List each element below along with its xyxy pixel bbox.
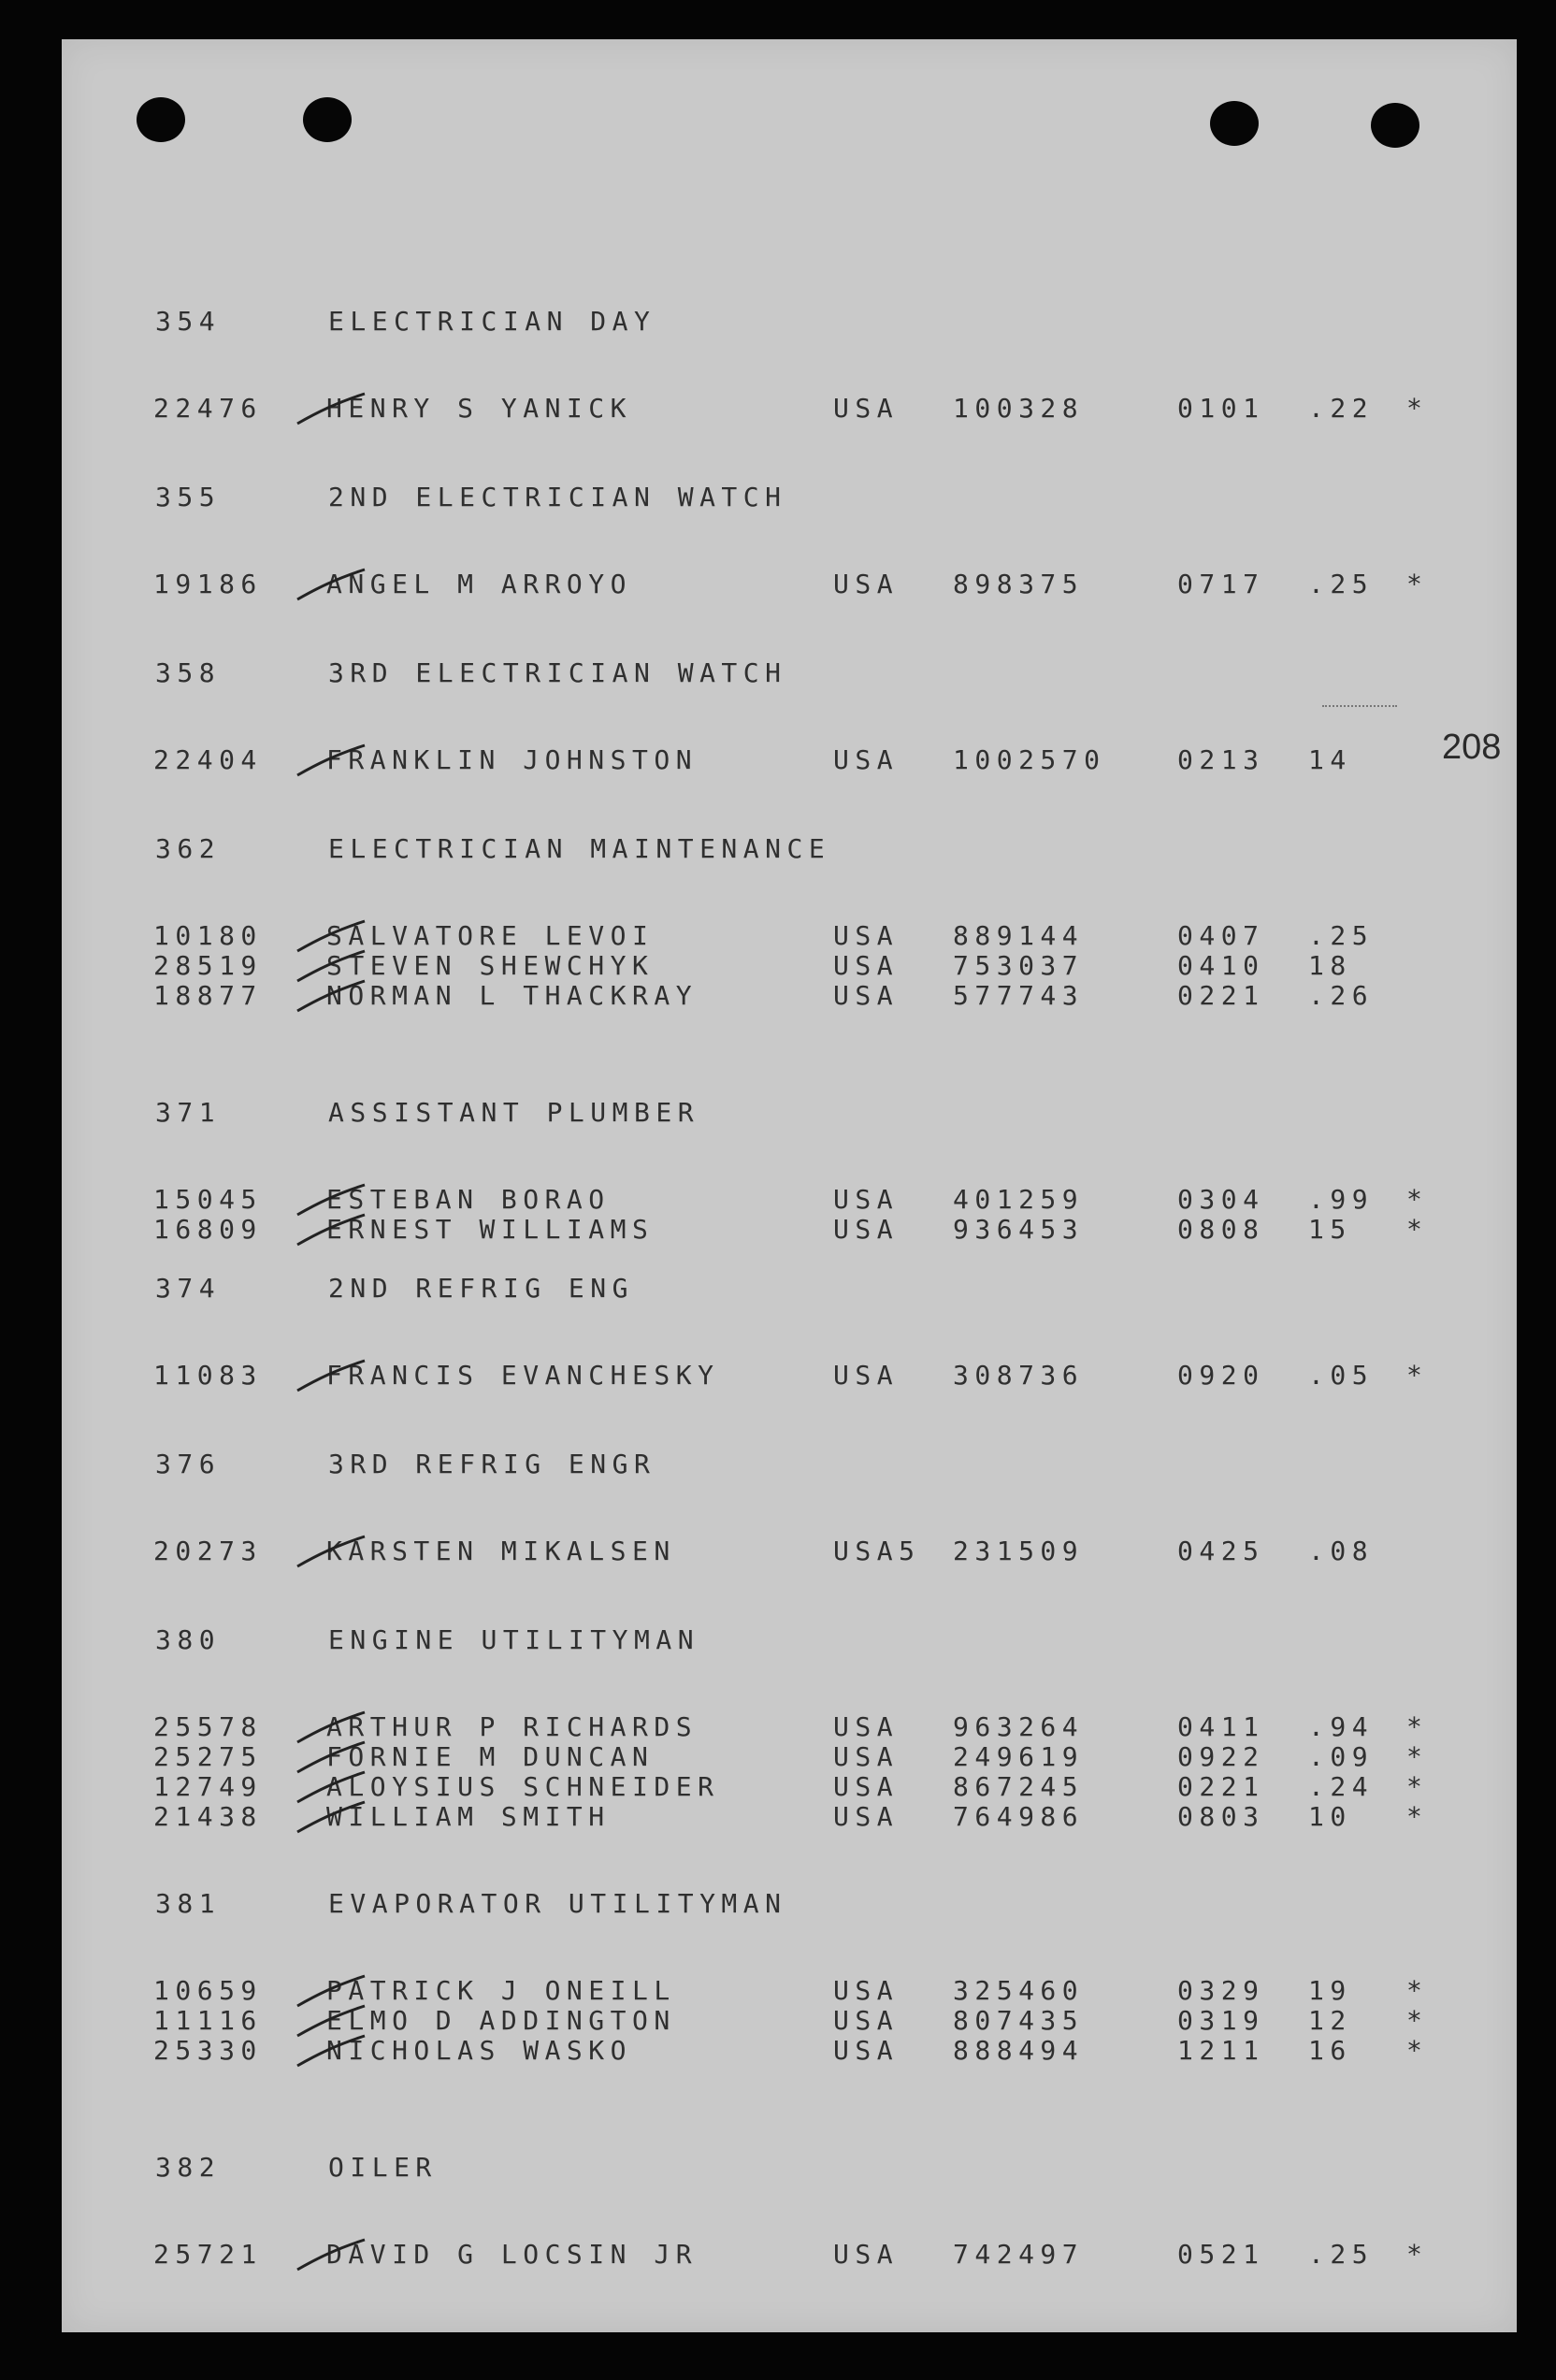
- handwritten-page-number: 208: [1442, 728, 1502, 767]
- employee-id: 10180: [153, 920, 263, 951]
- rate-value: 16: [1308, 2035, 1352, 2066]
- employee-id: 16809: [153, 1214, 263, 1245]
- date-code: 0213: [1177, 744, 1265, 775]
- citizenship: USA: [833, 393, 900, 424]
- rate-value: .08: [1308, 1536, 1375, 1566]
- date-code: 0221: [1177, 980, 1265, 1011]
- employee-id: 25330: [153, 2035, 263, 2066]
- punch-hole-icon: [303, 97, 352, 142]
- crew-name: ARTHUR P RICHARDS: [326, 1711, 699, 1742]
- date-code: 0803: [1177, 1801, 1265, 1832]
- section-title: EVAPORATOR UTILITYMAN: [328, 1888, 787, 1919]
- rate-value: .26: [1308, 980, 1375, 1011]
- date-code: 0410: [1177, 950, 1265, 981]
- document-number: 1002570: [953, 744, 1106, 775]
- citizenship: USA: [833, 569, 900, 599]
- asterisk-mark: *: [1406, 2035, 1429, 2066]
- asterisk-mark: *: [1406, 1801, 1429, 1832]
- document-number: 577743: [953, 980, 1085, 1011]
- citizenship: USA: [833, 1741, 900, 1772]
- employee-id: 20273: [153, 1536, 263, 1566]
- rate-value: 18: [1308, 950, 1352, 981]
- citizenship: USA: [833, 980, 900, 1011]
- date-code: 0304: [1177, 1184, 1265, 1215]
- document-number: 308736: [953, 1360, 1085, 1391]
- rate-value: .99: [1308, 1184, 1375, 1215]
- section-code: 358: [155, 657, 222, 688]
- citizenship: USA: [833, 2239, 900, 2270]
- citizenship: USA5: [833, 1536, 921, 1566]
- crew-name: NORMAN L THACKRAY: [326, 980, 699, 1011]
- date-code: 0329: [1177, 1975, 1265, 2006]
- date-code: 0808: [1177, 1214, 1265, 1245]
- citizenship: USA: [833, 744, 900, 775]
- crew-name: KARSTEN MIKALSEN: [326, 1536, 676, 1566]
- citizenship: USA: [833, 920, 900, 951]
- citizenship: USA: [833, 1975, 900, 2006]
- crew-name: ALOYSIUS SCHNEIDER: [326, 1771, 720, 1802]
- section-title: ELECTRICIAN DAY: [328, 306, 656, 337]
- section-code: 376: [155, 1449, 222, 1479]
- citizenship: USA: [833, 2005, 900, 2036]
- asterisk-mark: *: [1406, 1975, 1429, 2006]
- rate-value: .24: [1308, 1771, 1375, 1802]
- document-number: 936453: [953, 1214, 1085, 1245]
- date-code: 0407: [1177, 920, 1265, 951]
- document-number: 764986: [953, 1801, 1085, 1832]
- employee-id: 25275: [153, 1741, 263, 1772]
- employee-id: 28519: [153, 950, 263, 981]
- citizenship: USA: [833, 2035, 900, 2066]
- rate-value: 19: [1308, 1975, 1352, 2006]
- section-title: ELECTRICIAN MAINTENANCE: [328, 833, 831, 864]
- section-code: 381: [155, 1888, 222, 1919]
- rate-value: .94: [1308, 1711, 1375, 1742]
- punch-hole-icon: [137, 97, 185, 142]
- crew-name: HENRY S YANICK: [326, 393, 633, 424]
- crew-name: SALVATORE LEVOI: [326, 920, 655, 951]
- asterisk-mark: *: [1406, 1214, 1429, 1245]
- rate-value: .09: [1308, 1741, 1375, 1772]
- citizenship: USA: [833, 950, 900, 981]
- citizenship: USA: [833, 1711, 900, 1742]
- rate-value: .25: [1308, 920, 1375, 951]
- section-title: 3RD REFRIG ENGR: [328, 1449, 656, 1479]
- document-number: 325460: [953, 1975, 1085, 2006]
- asterisk-mark: *: [1406, 1741, 1429, 1772]
- asterisk-mark: *: [1406, 1711, 1429, 1742]
- crew-name: PATRICK J ONEILL: [326, 1975, 676, 2006]
- citizenship: USA: [833, 1801, 900, 1832]
- document-number: 889144: [953, 920, 1085, 951]
- section-title: OILER: [328, 2152, 438, 2183]
- asterisk-mark: *: [1406, 393, 1429, 424]
- section-title: 2ND REFRIG ENG: [328, 1273, 635, 1304]
- asterisk-mark: *: [1406, 1184, 1429, 1215]
- crew-name: FRANCIS EVANCHESKY: [326, 1360, 720, 1391]
- crew-name: ESTEBAN BORAO: [326, 1184, 611, 1215]
- employee-id: 11116: [153, 2005, 263, 2036]
- document-number: 742497: [953, 2239, 1085, 2270]
- rate-value: 12: [1308, 2005, 1352, 2036]
- document-number: 401259: [953, 1184, 1085, 1215]
- crew-name: STEVEN SHEWCHYK: [326, 950, 655, 981]
- rate-value: .05: [1308, 1360, 1375, 1391]
- document-sheet: [62, 39, 1517, 2332]
- date-code: 0521: [1177, 2239, 1265, 2270]
- document-number: 807435: [953, 2005, 1085, 2036]
- section-code: 374: [155, 1273, 222, 1304]
- citizenship: USA: [833, 1214, 900, 1245]
- date-code: 0319: [1177, 2005, 1265, 2036]
- crew-name: NICHOLAS WASKO: [326, 2035, 633, 2066]
- date-code: 0717: [1177, 569, 1265, 599]
- document-number: 753037: [953, 950, 1085, 981]
- employee-id: 22404: [153, 744, 263, 775]
- asterisk-mark: *: [1406, 1771, 1429, 1802]
- section-title: 2ND ELECTRICIAN WATCH: [328, 482, 787, 512]
- rate-value: 10: [1308, 1801, 1352, 1832]
- crew-name: ELMO D ADDINGTON: [326, 2005, 676, 2036]
- section-code: 355: [155, 482, 222, 512]
- section-code: 371: [155, 1097, 222, 1128]
- document-number: 249619: [953, 1741, 1085, 1772]
- citizenship: USA: [833, 1184, 900, 1215]
- employee-id: 25721: [153, 2239, 263, 2270]
- date-code: 0922: [1177, 1741, 1265, 1772]
- section-code: 354: [155, 306, 222, 337]
- section-title: 3RD ELECTRICIAN WATCH: [328, 657, 787, 688]
- rate-value: .22: [1308, 393, 1375, 424]
- crew-name: ERNEST WILLIAMS: [326, 1214, 655, 1245]
- date-code: 0425: [1177, 1536, 1265, 1566]
- asterisk-mark: *: [1406, 569, 1429, 599]
- crew-name: FRANKLIN JOHNSTON: [326, 744, 699, 775]
- asterisk-mark: *: [1406, 2239, 1429, 2270]
- employee-id: 11083: [153, 1360, 263, 1391]
- employee-id: 15045: [153, 1184, 263, 1215]
- date-code: 1211: [1177, 2035, 1265, 2066]
- rate-value: .25: [1308, 2239, 1375, 2270]
- document-number: 867245: [953, 1771, 1085, 1802]
- crew-name: ANGEL M ARROYO: [326, 569, 633, 599]
- document-number: 231509: [953, 1536, 1085, 1566]
- punch-hole-icon: [1371, 103, 1419, 148]
- document-number: 963264: [953, 1711, 1085, 1742]
- employee-id: 19186: [153, 569, 263, 599]
- crew-name: WILLIAM SMITH: [326, 1801, 611, 1832]
- crew-name: FORNIE M DUNCAN: [326, 1741, 655, 1772]
- rate-value: 14: [1308, 744, 1352, 775]
- date-code: 0221: [1177, 1771, 1265, 1802]
- employee-id: 22476: [153, 393, 263, 424]
- section-code: 382: [155, 2152, 222, 2183]
- employee-id: 12749: [153, 1771, 263, 1802]
- document-number: 888494: [953, 2035, 1085, 2066]
- employee-id: 25578: [153, 1711, 263, 1742]
- date-code: 0920: [1177, 1360, 1265, 1391]
- employee-id: 21438: [153, 1801, 263, 1832]
- asterisk-mark: *: [1406, 1360, 1429, 1391]
- dotted-mark: [1322, 705, 1397, 709]
- section-code: 380: [155, 1624, 222, 1655]
- employee-id: 10659: [153, 1975, 263, 2006]
- date-code: 0101: [1177, 393, 1265, 424]
- document-number: 898375: [953, 569, 1085, 599]
- section-code: 362: [155, 833, 222, 864]
- rate-value: 15: [1308, 1214, 1352, 1245]
- asterisk-mark: *: [1406, 2005, 1429, 2036]
- date-code: 0411: [1177, 1711, 1265, 1742]
- document-number: 100328: [953, 393, 1085, 424]
- employee-id: 18877: [153, 980, 263, 1011]
- section-title: ASSISTANT PLUMBER: [328, 1097, 700, 1128]
- punch-hole-icon: [1210, 101, 1259, 146]
- citizenship: USA: [833, 1360, 900, 1391]
- section-title: ENGINE UTILITYMAN: [328, 1624, 700, 1655]
- rate-value: .25: [1308, 569, 1375, 599]
- citizenship: USA: [833, 1771, 900, 1802]
- crew-name: DAVID G LOCSIN JR: [326, 2239, 699, 2270]
